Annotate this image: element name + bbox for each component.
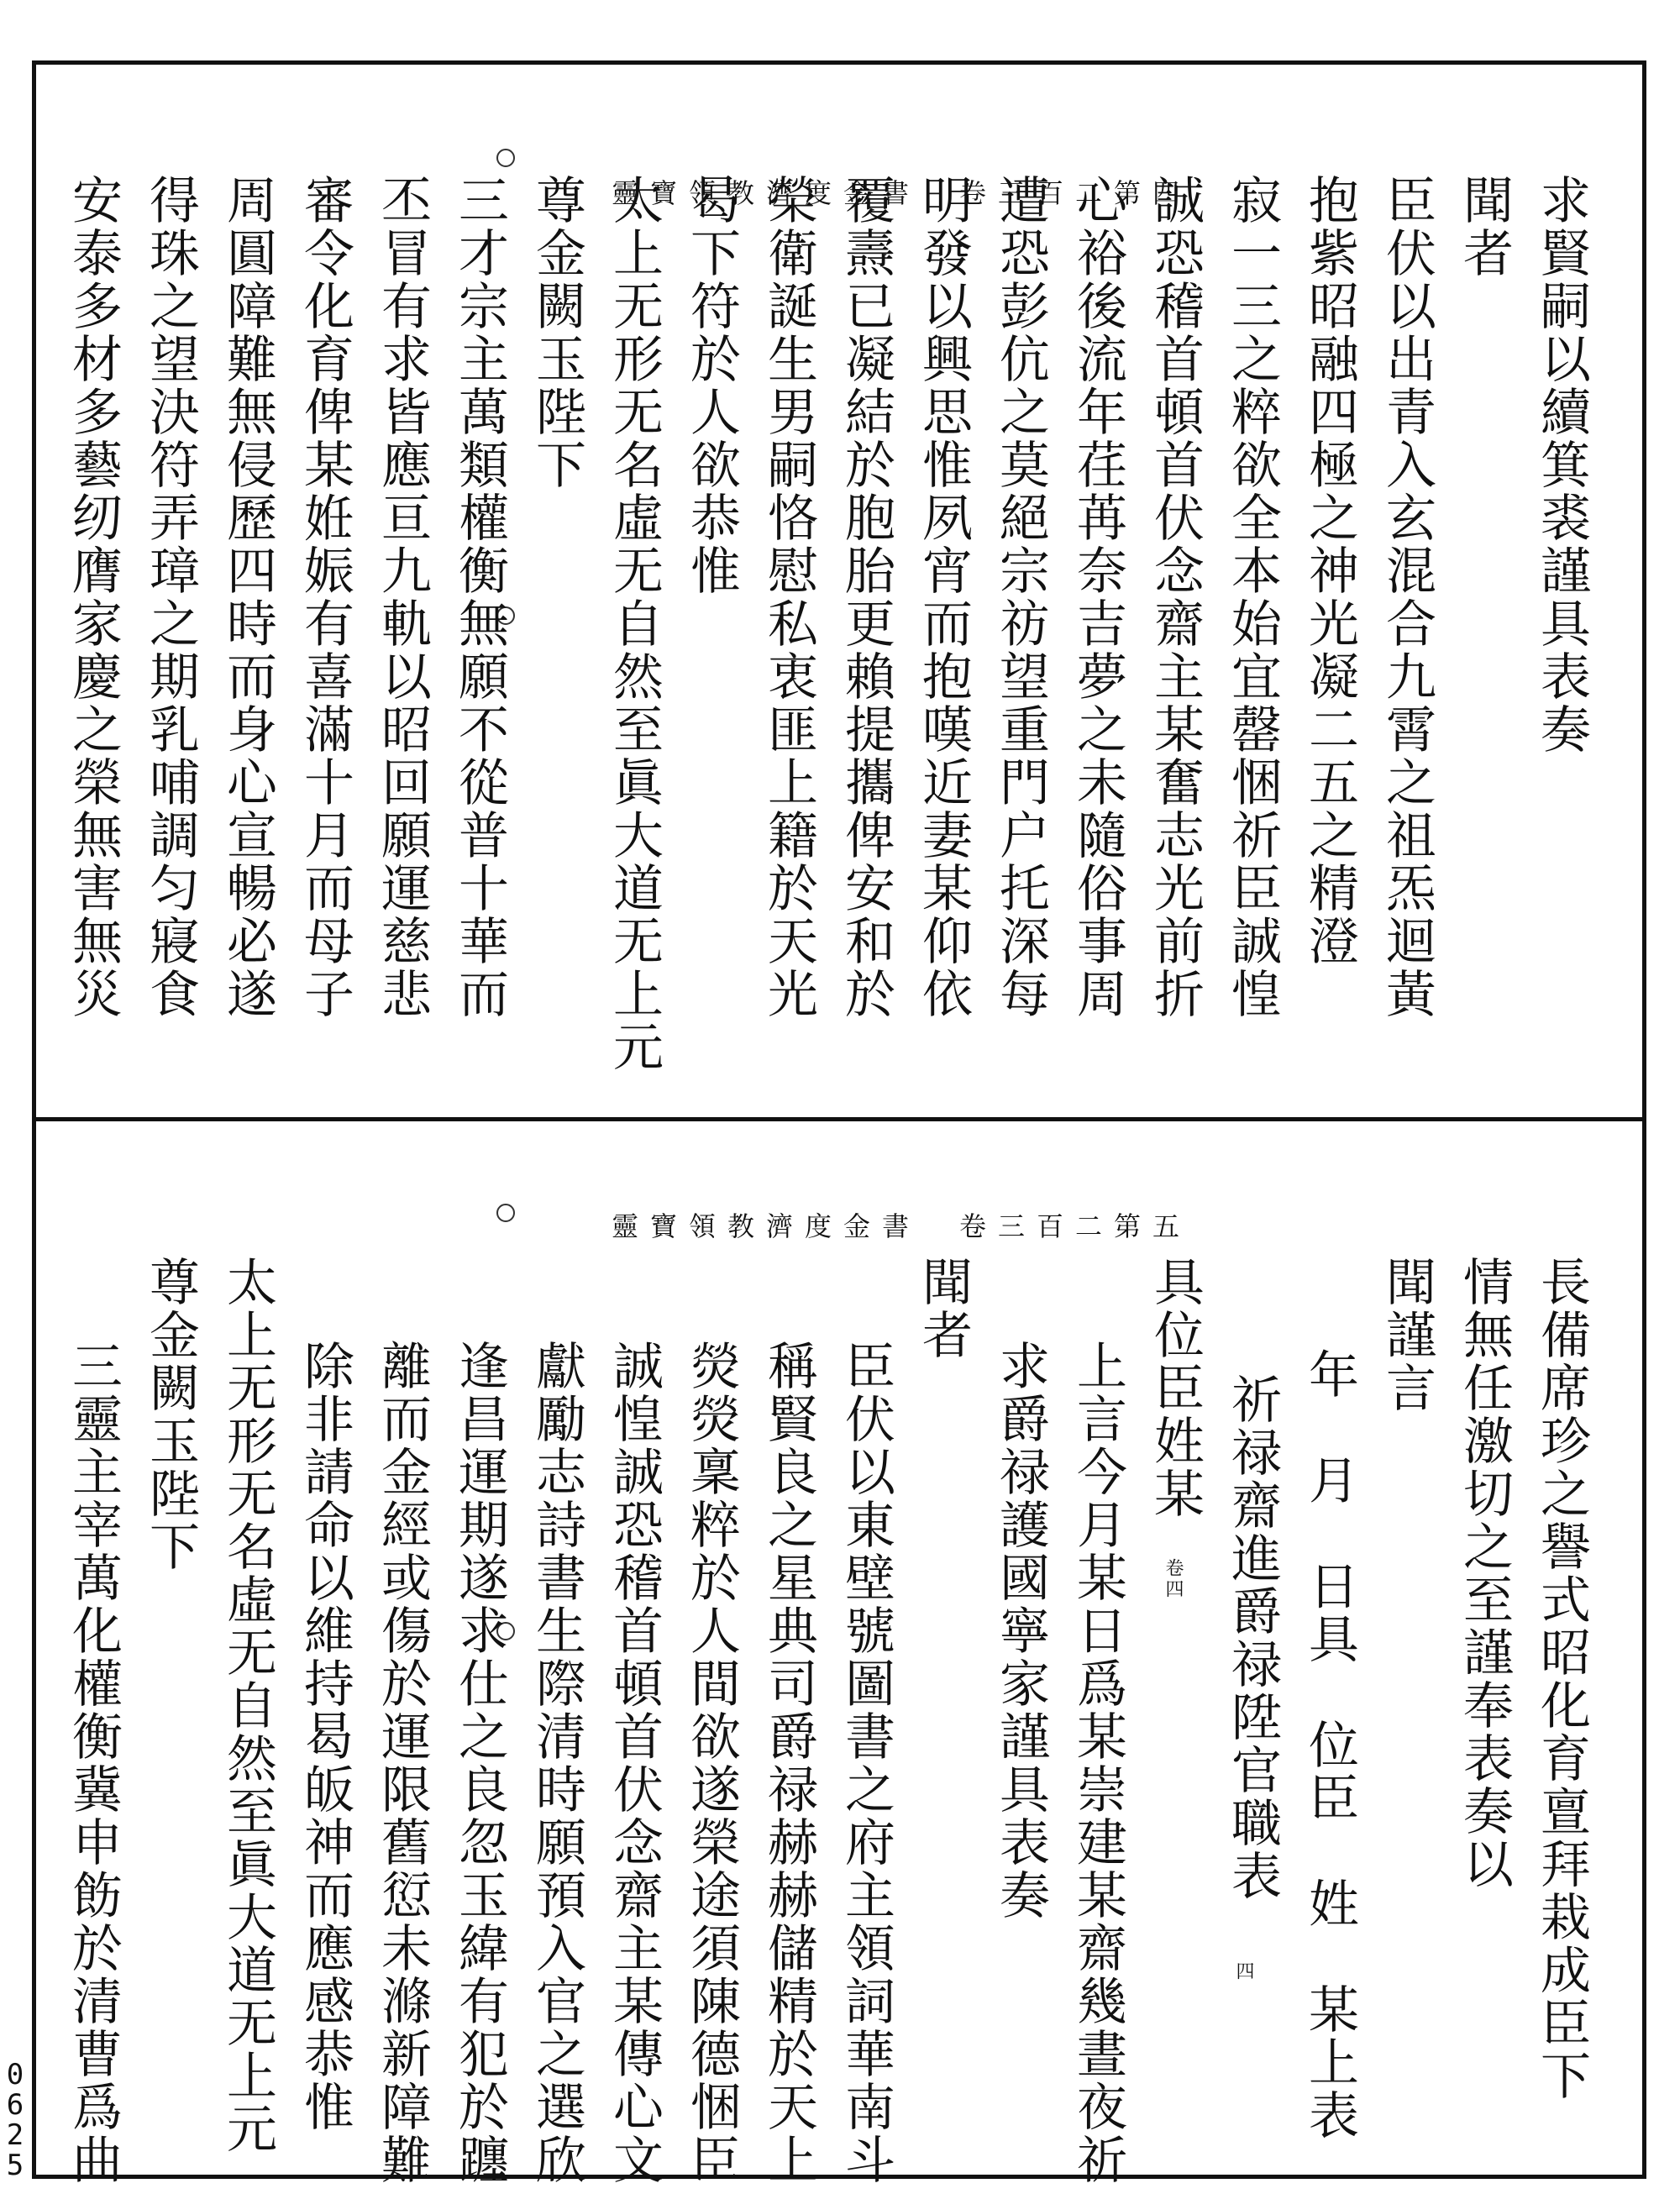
- text-column: 太上无形无名虛无自然至眞大道无上元: [218, 1256, 277, 2155]
- text-column: 臣伏以出青入玄混合九霄之祖炁迴黃: [1378, 174, 1436, 1021]
- text-column: 聞者: [914, 1256, 973, 1362]
- text-column: 抱紫昭融四極之神光凝二五之精澄: [1300, 174, 1359, 968]
- text-column: 年 月 日具 位臣 姓 某上表: [1300, 1348, 1359, 2142]
- text-column: 情無任激切之至謹奉表奏以: [1455, 1256, 1514, 1891]
- text-column: 獻勵志詩書生際清時願預入官之選欣: [528, 1340, 586, 2186]
- text-column: 遭恐彭伉之莫絕宗祊望重門户托深每: [991, 174, 1050, 1021]
- text-column: 覆燾已凝結於胞胎更賴提攜俾安和於: [837, 174, 895, 1021]
- small-note: 四: [1233, 1961, 1254, 1982]
- text-column: 逢昌運期遂求仕之良忽玉緯有犯於躔: [450, 1340, 509, 2186]
- text-column: 除非請命以維持曷皈神而應感恭惟: [296, 1340, 354, 2133]
- text-column: 三靈主宰萬化權衡冀申飭於清曹爲曲: [64, 1340, 123, 2186]
- text-column: 審令化育俾某姙娠有喜滿十月而母子: [296, 174, 354, 1021]
- bottom-page: [36, 1121, 1642, 2186]
- text-column: 聞謹言: [1378, 1256, 1436, 1414]
- text-column: 心裕後流年荏苒奈吉夢之未隨俗事周: [1068, 174, 1127, 1021]
- text-column: 安泰多材多藝纫膺家慶之榮無害無災: [64, 174, 123, 1021]
- text-column: 誠惶誠恐稽首頓首伏念齋主某傳心文: [605, 1340, 664, 2186]
- page-number: 0625: [6, 2058, 24, 2182]
- circle-marker-icon: [496, 1204, 515, 1222]
- text-column: 三才宗主萬類權衡無願不從普十華而: [450, 174, 509, 1021]
- text-column: 聞者: [1455, 174, 1514, 280]
- text-column: 求爵禄護國寧家謹具表奏: [991, 1340, 1050, 1922]
- circle-marker-icon: [496, 149, 515, 167]
- running-header: 靈寶領教濟度金書 卷三百二第四: [611, 177, 1191, 209]
- text-column: 得珠之望決符弄璋之期乳哺調匀寢食: [141, 174, 200, 1021]
- text-column: 祈禄齋進爵禄陞官職表: [1223, 1373, 1282, 1902]
- text-column: 熒熒稟粹於人間欲遂榮途須陳德悃臣: [682, 1340, 741, 2186]
- small-note: 卷四: [1163, 1558, 1184, 1600]
- text-column: 離而金經或傷於運限舊愆未滌新障難: [373, 1340, 432, 2186]
- text-column: 曷下符於人欲恭惟: [682, 174, 741, 597]
- text-column: 上言今月某日爲某崇建某齋幾晝夜祈: [1068, 1340, 1127, 2186]
- text-column: 丕冒有求皆應亘九軌以昭回願運慈悲: [373, 174, 432, 1021]
- text-column: 榮衛誕生男嗣恪慰私衷匪上籍於天光: [759, 174, 818, 1021]
- text-column: 太上无形无名虛无自然至眞大道无上元: [605, 174, 664, 1073]
- text-column: 具位臣姓某: [1146, 1256, 1205, 1520]
- text-column: 誠恐稽首頓首伏念齋主某奮志光前折: [1146, 174, 1205, 1021]
- text-column: 稱賢良之星典司爵禄赫赫儲精於天上: [759, 1340, 818, 2186]
- text-column: 求賢嗣以續箕裘謹具表奏: [1532, 174, 1591, 756]
- text-column: 尊金闕玉陛下: [528, 174, 586, 491]
- text-column: 臣伏以東壁號圖書之府主領詞華南斗: [837, 1340, 895, 2186]
- running-header: 靈寶領教濟度金書 卷三百二第五: [611, 1210, 1191, 1242]
- top-page: [36, 65, 1642, 1117]
- text-column: 明發以興思惟夙宵而抱嘆近妻某仰依: [914, 174, 973, 1021]
- text-column: 長備席珍之譽式昭化育亶拜栽成臣下: [1532, 1256, 1591, 2102]
- text-column: 寂一三之粹欲全本始宜罄悃祈臣誠惶: [1223, 174, 1282, 1021]
- text-column: 周圓障難無侵歷四時而身心宣暢必遂: [218, 174, 277, 1021]
- text-column: 尊金闕玉陛下: [141, 1256, 200, 1573]
